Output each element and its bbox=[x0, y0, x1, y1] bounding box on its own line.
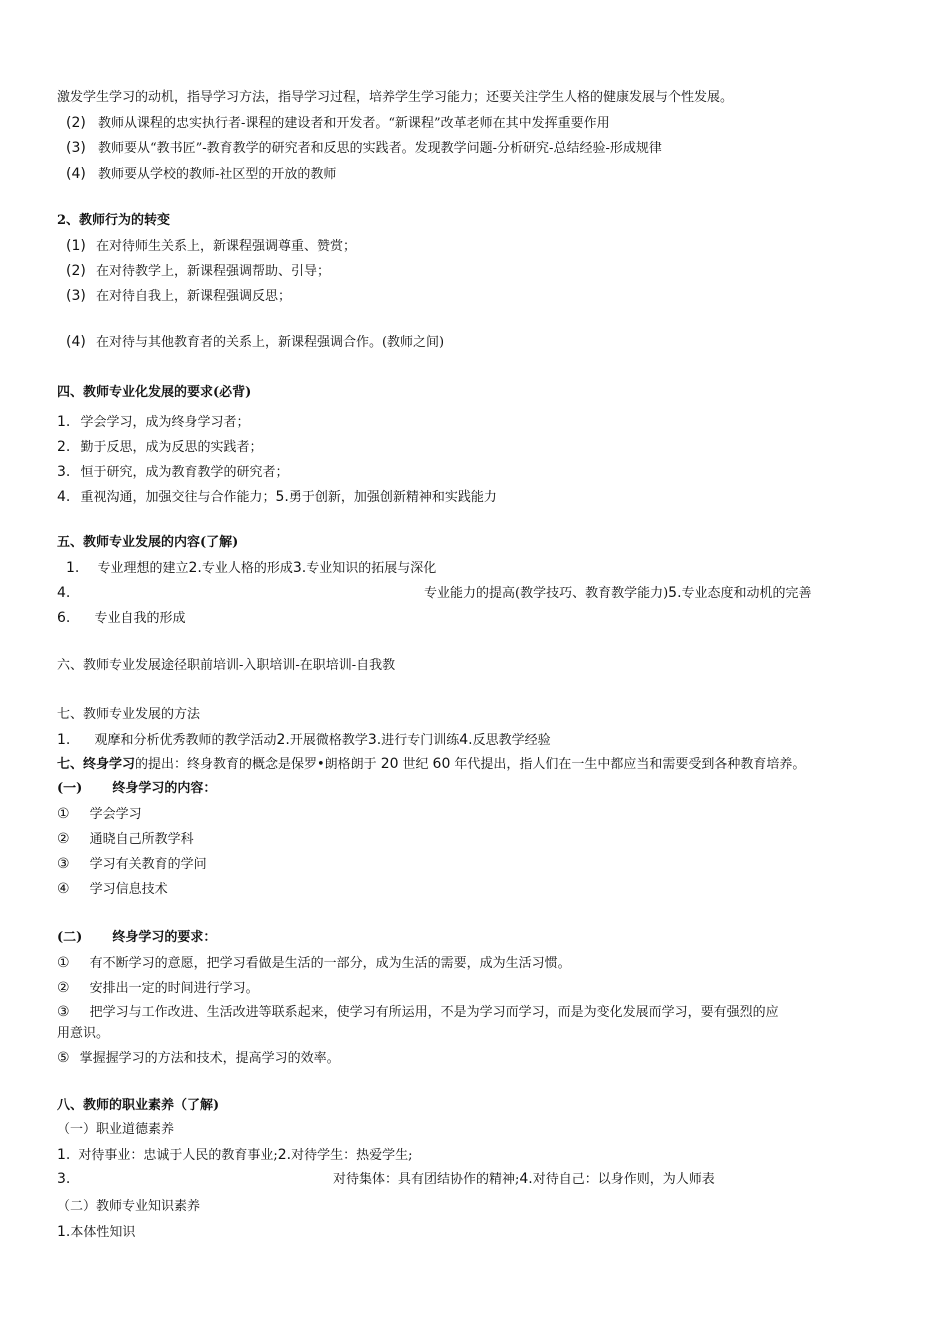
list-item: (3) 教师要从“教书匠”-教育教学的研究者和反思的实践者。发现教学问题-分析研究-总结经验-形成规律 bbox=[66, 140, 662, 156]
list-item: (3) 在对待自我上，新课程强调反思； bbox=[66, 288, 291, 304]
list-item: (4) 在对待与其他教育者的关系上，新课程强调合作。(教师之间) bbox=[66, 334, 445, 350]
list-item: ④ 学习信息技术 bbox=[57, 881, 168, 897]
list-item: 2. 勤于反思，成为反思的实践者； bbox=[57, 439, 263, 455]
section-line: 六、教师专业发展途径职前培训-入职培训-在职培训-自我教 bbox=[57, 658, 396, 673]
list-item: ③ 学习有关教育的学问 bbox=[57, 856, 207, 872]
list-line: 1. 对待事业：忠诚于人民的教育事业;2.对待学生：热爱学生; bbox=[57, 1147, 413, 1163]
list-marker: 4. bbox=[57, 585, 71, 601]
list-item: (2) 教师从课程的忠实执行者-课程的建设者和开发者。“新课程”改革老师在其中发挥重要作用 bbox=[66, 115, 610, 131]
section-heading: 四、教师专业化发展的要求(必背) bbox=[57, 385, 252, 400]
list-item: ① 有不断学习的意愿，把学习看做是生活的一部分，成为生活的需要，成为生活习惯。 bbox=[57, 955, 571, 971]
list-item: 3. 恒于研究，成为教育教学的研究者； bbox=[57, 464, 289, 480]
list-item: (1) 在对待师生关系上，新课程强调尊重、赞赏； bbox=[66, 238, 356, 254]
list-marker: 3. bbox=[57, 1171, 71, 1187]
list-item: ⑤ 掌握握学习的方法和技术，提高学习的效率。 bbox=[57, 1050, 340, 1066]
list-line: 1. 专业理想的建立2.专业人格的形成3.专业知识的拓展与深化 bbox=[66, 560, 437, 576]
section-heading: 2、教师行为的转变 bbox=[57, 213, 171, 228]
list-item: ② 通晓自己所教学科 bbox=[57, 831, 194, 847]
list-item: ① 学会学习 bbox=[57, 806, 142, 822]
list-item: ③ 把学习与工作改进、生活改进等联系起来，使学习有所运用，不是为学习而学习，而是为变化发展而学习，要有强烈的应 bbox=[57, 1004, 779, 1020]
list-item: 1. 学会学习，成为终身学习者； bbox=[57, 414, 250, 430]
section-heading: 七、教师专业发展的方法 bbox=[57, 707, 201, 722]
list-item: (4) 教师要从学校的教师-社区型的开放的教师 bbox=[66, 166, 337, 182]
section-heading: 五、教师专业发展的内容(了解) bbox=[57, 535, 239, 550]
subsection-heading: (一) 终身学习的内容： bbox=[57, 781, 217, 796]
list-item: 4. 重视沟通，加强交往与合作能力；5.勇于创新，加强创新精神和实践能力 bbox=[57, 489, 497, 505]
subsection-heading: （一）职业道德素养 bbox=[57, 1122, 175, 1137]
list-line: 对待集体：具有团结协作的精神;4.对待自己：以身作则，为人师表 bbox=[333, 1171, 715, 1187]
list-line: 1.本体性知识 bbox=[57, 1224, 136, 1240]
list-item-continuation: 用意识。 bbox=[57, 1026, 110, 1041]
intro-paragraph: 激发学生学习的动机，指导学习方法，指导学习过程，培养学生学习能力；还要关注学生人格的健康发展与个性发展。 bbox=[57, 90, 734, 105]
list-item: ② 安排出一定的时间进行学习。 bbox=[57, 980, 259, 996]
subsection-heading: (二) 终身学习的要求： bbox=[57, 930, 217, 945]
list-line: 1. 观摩和分析优秀教师的教学活动2.开展微格教学3.进行专门训练4.反思教学经验 bbox=[57, 732, 551, 748]
list-item: (2) 在对待教学上，新课程强调帮助、引导； bbox=[66, 263, 330, 279]
list-line: 6. 专业自我的形成 bbox=[57, 610, 186, 626]
section-heading: 八、教师的职业素养（了解) bbox=[57, 1098, 220, 1113]
list-line: 专业能力的提高(教学技巧、教育教学能力)5.专业态度和动机的完善 bbox=[424, 585, 812, 601]
subsection-heading: （二）教师专业知识素养 bbox=[57, 1199, 201, 1214]
lifelong-paragraph: 七、终身学习的提出：终身教育的概念是保罗•朗格朗于 20 世纪 60 年代提出，指人们在一生中都应当和需要受到各种教育培养。 bbox=[57, 756, 806, 772]
